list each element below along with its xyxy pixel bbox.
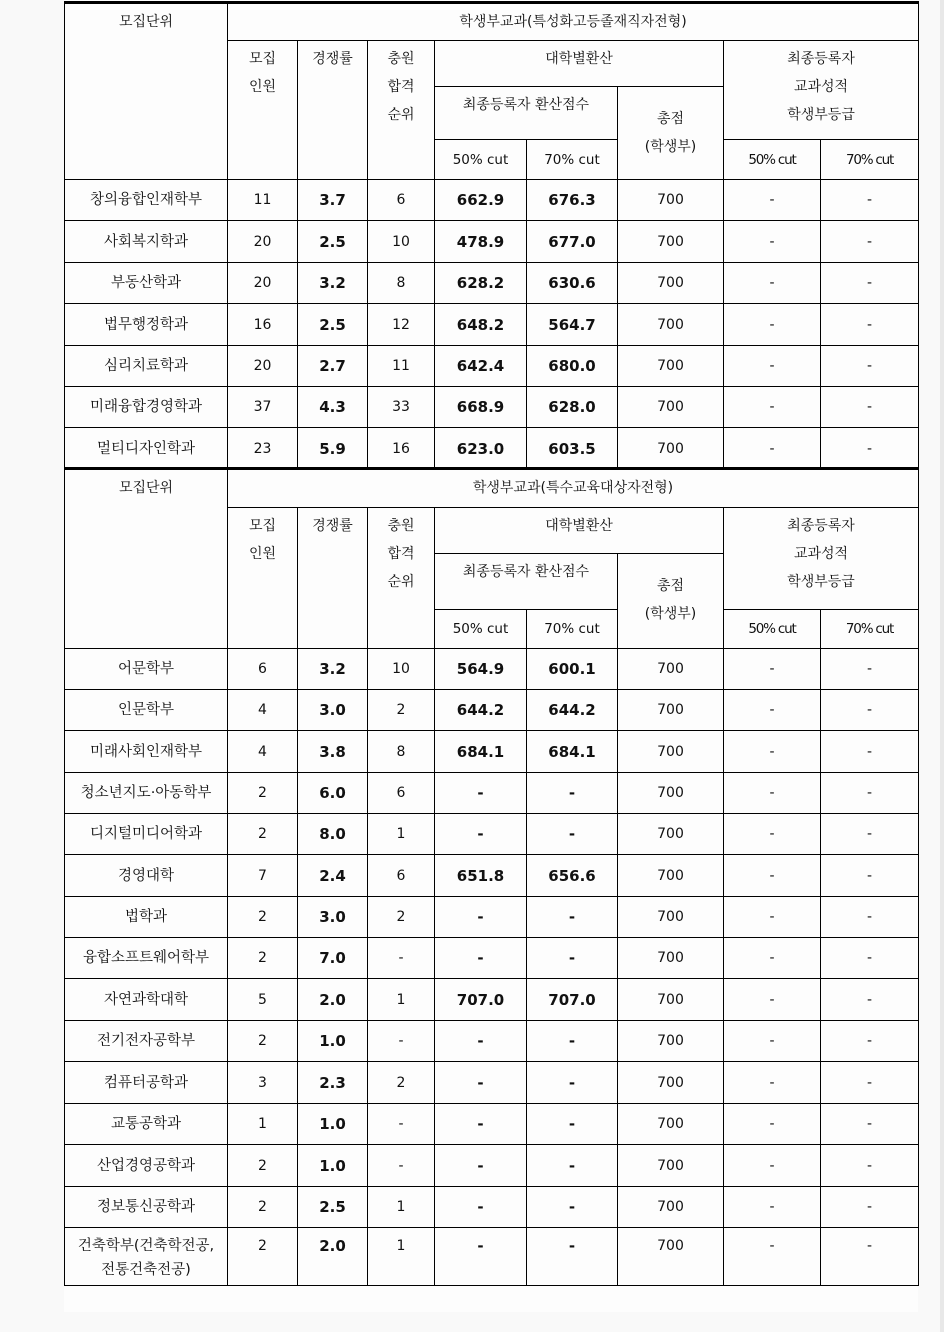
competition-rate: 1.0 bbox=[298, 1104, 368, 1145]
recruit-count: 7 bbox=[228, 855, 298, 897]
grade-cut70: - bbox=[821, 1062, 919, 1104]
waitlist-rank: 1 bbox=[368, 979, 435, 1021]
grade-cut50: - bbox=[724, 1228, 821, 1286]
header-recruit: 모집 인원 bbox=[228, 41, 298, 180]
grade-cut70: - bbox=[821, 1187, 919, 1228]
score-cut70: - bbox=[527, 1104, 618, 1145]
waitlist-rank: 10 bbox=[368, 221, 435, 263]
dept-name: 법무행정학과 bbox=[65, 304, 228, 346]
competition-rate: 7.0 bbox=[298, 938, 368, 979]
grade-cut50: - bbox=[724, 387, 821, 428]
grade-cut70: - bbox=[821, 938, 919, 979]
recruit-count: 1 bbox=[228, 1104, 298, 1145]
table-row bbox=[65, 221, 919, 263]
total-score: 700 bbox=[618, 1228, 724, 1286]
table-row bbox=[65, 814, 919, 855]
dept-name: 멀티디자인학과 bbox=[65, 428, 228, 470]
competition-rate: 3.0 bbox=[298, 690, 368, 731]
score-cut70: 677.0 bbox=[527, 221, 618, 263]
score-cut70: 564.7 bbox=[527, 304, 618, 346]
table-row bbox=[65, 346, 919, 387]
total-score: 700 bbox=[618, 304, 724, 346]
score-cut70: 628.0 bbox=[527, 387, 618, 428]
dept-name: 자연과학대학 bbox=[65, 979, 228, 1021]
recruit-count: 3 bbox=[228, 1062, 298, 1104]
table-row bbox=[65, 938, 919, 979]
score-cut70: - bbox=[527, 1228, 618, 1286]
recruit-count: 2 bbox=[228, 897, 298, 938]
total-score: 700 bbox=[618, 938, 724, 979]
table-row bbox=[65, 428, 919, 470]
total-score: 700 bbox=[618, 814, 724, 855]
competition-rate: 1.0 bbox=[298, 1021, 368, 1062]
dept-name: 융합소프트웨어학부 bbox=[65, 938, 228, 979]
table-row bbox=[65, 690, 919, 731]
grade-cut50: - bbox=[724, 1021, 821, 1062]
score-cut50: 644.2 bbox=[435, 690, 527, 731]
score-cut50: 668.9 bbox=[435, 387, 527, 428]
score-cut70: - bbox=[527, 814, 618, 855]
waitlist-rank: 11 bbox=[368, 346, 435, 387]
score-cut50: 684.1 bbox=[435, 731, 527, 773]
total-score: 700 bbox=[618, 897, 724, 938]
recruit-count: 5 bbox=[228, 979, 298, 1021]
grade-cut70: - bbox=[821, 814, 919, 855]
dept-name: 사회복지학과 bbox=[65, 221, 228, 263]
dept-name: 부동산학과 bbox=[65, 263, 228, 304]
grade-cut50: - bbox=[724, 1145, 821, 1187]
score-cut70: - bbox=[527, 1021, 618, 1062]
header-cut70: 70% cut bbox=[527, 610, 618, 649]
dept-name: 창의융합인재학부 bbox=[65, 180, 228, 221]
score-cut50: 662.9 bbox=[435, 180, 527, 221]
recruit-count: 37 bbox=[228, 387, 298, 428]
total-score: 700 bbox=[618, 773, 724, 814]
score-cut70: 603.5 bbox=[527, 428, 618, 470]
grade-cut70: - bbox=[821, 649, 919, 690]
score-cut50: - bbox=[435, 773, 527, 814]
grade-cut50: - bbox=[724, 731, 821, 773]
table-row bbox=[65, 897, 919, 938]
table-row bbox=[65, 387, 919, 428]
table-row bbox=[65, 1187, 919, 1228]
header-competition: 경쟁률 bbox=[298, 508, 368, 649]
table-row bbox=[65, 180, 919, 221]
table-row bbox=[65, 1228, 919, 1286]
header-final-grades: 최종등록자 교과성적 학생부등급 bbox=[724, 41, 919, 140]
recruit-count: 20 bbox=[228, 346, 298, 387]
dept-name: 심리치료학과 bbox=[65, 346, 228, 387]
grade-cut50: - bbox=[724, 180, 821, 221]
header-univ-conversion: 대학별환산 bbox=[435, 41, 724, 87]
waitlist-rank: 1 bbox=[368, 1187, 435, 1228]
grade-cut50: - bbox=[724, 428, 821, 470]
table-row bbox=[65, 979, 919, 1021]
recruit-count: 11 bbox=[228, 180, 298, 221]
score-cut70: 644.2 bbox=[527, 690, 618, 731]
waitlist-rank: 2 bbox=[368, 1062, 435, 1104]
grade-cut50: - bbox=[724, 263, 821, 304]
waitlist-rank: 8 bbox=[368, 263, 435, 304]
score-cut70: 680.0 bbox=[527, 346, 618, 387]
header-final-converted: 최종등록자 환산점수 bbox=[435, 87, 618, 140]
score-cut50: - bbox=[435, 938, 527, 979]
waitlist-rank: 2 bbox=[368, 690, 435, 731]
grade-cut50: - bbox=[724, 855, 821, 897]
score-cut50: - bbox=[435, 1187, 527, 1228]
recruit-count: 20 bbox=[228, 221, 298, 263]
total-score: 700 bbox=[618, 731, 724, 773]
total-score: 700 bbox=[618, 1062, 724, 1104]
score-cut50: - bbox=[435, 1104, 527, 1145]
competition-rate: 2.5 bbox=[298, 304, 368, 346]
waitlist-rank: 33 bbox=[368, 387, 435, 428]
grade-cut50: - bbox=[724, 1062, 821, 1104]
total-score: 700 bbox=[618, 1021, 724, 1062]
dept-name: 정보통신공학과 bbox=[65, 1187, 228, 1228]
recruit-count: 2 bbox=[228, 1021, 298, 1062]
grade-cut70: - bbox=[821, 221, 919, 263]
competition-rate: 3.7 bbox=[298, 180, 368, 221]
waitlist-rank: - bbox=[368, 1145, 435, 1187]
dept-name: 인문학부 bbox=[65, 690, 228, 731]
dept-name: 디지털미디어학과 bbox=[65, 814, 228, 855]
score-cut50: 651.8 bbox=[435, 855, 527, 897]
scrollbar-track[interactable] bbox=[940, 0, 944, 1332]
waitlist-rank: - bbox=[368, 1104, 435, 1145]
grade-cut50: - bbox=[724, 773, 821, 814]
waitlist-rank: - bbox=[368, 938, 435, 979]
table-row bbox=[65, 649, 919, 690]
table-row bbox=[65, 731, 919, 773]
recruit-count: 2 bbox=[228, 1145, 298, 1187]
waitlist-rank: 1 bbox=[368, 1228, 435, 1286]
header-waitlist: 충원 합격 순위 bbox=[368, 508, 435, 649]
dept-name: 전기전자공학부 bbox=[65, 1021, 228, 1062]
table-row bbox=[65, 855, 919, 897]
total-score: 700 bbox=[618, 649, 724, 690]
competition-rate: 3.2 bbox=[298, 649, 368, 690]
grade-cut50: - bbox=[724, 649, 821, 690]
header-grade-cut70: 70% cut bbox=[821, 140, 919, 180]
recruit-count: 2 bbox=[228, 1187, 298, 1228]
grade-cut70: - bbox=[821, 1021, 919, 1062]
recruit-count: 2 bbox=[228, 938, 298, 979]
header-total: 총점 (학생부) bbox=[618, 87, 724, 180]
grade-cut70: - bbox=[821, 428, 919, 470]
grade-cut70: - bbox=[821, 387, 919, 428]
total-score: 700 bbox=[618, 979, 724, 1021]
grade-cut50: - bbox=[724, 1104, 821, 1145]
header-waitlist: 충원 합격 순위 bbox=[368, 41, 435, 180]
score-cut70: - bbox=[527, 773, 618, 814]
waitlist-rank: 6 bbox=[368, 180, 435, 221]
score-cut50: - bbox=[435, 1021, 527, 1062]
dept-name: 미래융합경영학과 bbox=[65, 387, 228, 428]
header-final-converted: 최종등록자 환산점수 bbox=[435, 554, 618, 610]
waitlist-rank: 12 bbox=[368, 304, 435, 346]
competition-rate: 2.4 bbox=[298, 855, 368, 897]
dept-name: 산업경영공학과 bbox=[65, 1145, 228, 1187]
waitlist-rank: - bbox=[368, 1021, 435, 1062]
score-cut70: 676.3 bbox=[527, 180, 618, 221]
score-cut50: - bbox=[435, 897, 527, 938]
dept-name: 교통공학과 bbox=[65, 1104, 228, 1145]
score-cut70: 630.6 bbox=[527, 263, 618, 304]
grade-cut50: - bbox=[724, 897, 821, 938]
score-cut50: 478.9 bbox=[435, 221, 527, 263]
waitlist-rank: 16 bbox=[368, 428, 435, 470]
table-row bbox=[65, 1062, 919, 1104]
competition-rate: 3.0 bbox=[298, 897, 368, 938]
score-cut70: - bbox=[527, 897, 618, 938]
header-final-grades: 최종등록자 교과성적 학생부등급 bbox=[724, 508, 919, 610]
score-cut70: - bbox=[527, 1062, 618, 1104]
grade-cut70: - bbox=[821, 731, 919, 773]
dept-name: 컴퓨터공학과 bbox=[65, 1062, 228, 1104]
waitlist-rank: 8 bbox=[368, 731, 435, 773]
competition-rate: 8.0 bbox=[298, 814, 368, 855]
grade-cut50: - bbox=[724, 690, 821, 731]
grade-cut70: - bbox=[821, 897, 919, 938]
table-row bbox=[65, 1145, 919, 1187]
score-cut50: - bbox=[435, 814, 527, 855]
dept-name: 법학과 bbox=[65, 897, 228, 938]
header-grade-cut50: 50% cut bbox=[724, 140, 821, 180]
grade-cut50: - bbox=[724, 304, 821, 346]
score-cut50: 623.0 bbox=[435, 428, 527, 470]
grade-cut70: - bbox=[821, 773, 919, 814]
score-cut70: 684.1 bbox=[527, 731, 618, 773]
header-cut50: 50% cut bbox=[435, 140, 527, 180]
grade-cut50: - bbox=[724, 979, 821, 1021]
grade-cut50: - bbox=[724, 1187, 821, 1228]
competition-rate: 1.0 bbox=[298, 1145, 368, 1187]
header-unit: 모집단위 bbox=[65, 469, 228, 649]
waitlist-rank: 2 bbox=[368, 897, 435, 938]
document-page bbox=[64, 0, 918, 1312]
admission-table-special-education bbox=[64, 467, 919, 1286]
total-score: 700 bbox=[618, 387, 724, 428]
grade-cut70: - bbox=[821, 1104, 919, 1145]
competition-rate: 3.8 bbox=[298, 731, 368, 773]
grade-cut70: - bbox=[821, 690, 919, 731]
header-cut70: 70% cut bbox=[527, 140, 618, 180]
competition-rate: 2.7 bbox=[298, 346, 368, 387]
score-cut50: - bbox=[435, 1145, 527, 1187]
header-competition: 경쟁률 bbox=[298, 41, 368, 180]
score-cut70: - bbox=[527, 938, 618, 979]
total-score: 700 bbox=[618, 1104, 724, 1145]
recruit-count: 2 bbox=[228, 814, 298, 855]
competition-rate: 4.3 bbox=[298, 387, 368, 428]
dept-name: 경영대학 bbox=[65, 855, 228, 897]
score-cut50: 707.0 bbox=[435, 979, 527, 1021]
recruit-count: 16 bbox=[228, 304, 298, 346]
grade-cut70: - bbox=[821, 346, 919, 387]
waitlist-rank: 1 bbox=[368, 814, 435, 855]
grade-cut50: - bbox=[724, 221, 821, 263]
total-score: 700 bbox=[618, 855, 724, 897]
header-total: 총점 (학생부) bbox=[618, 554, 724, 649]
dept-name: 어문학부 bbox=[65, 649, 228, 690]
score-cut70: 707.0 bbox=[527, 979, 618, 1021]
score-cut70: 600.1 bbox=[527, 649, 618, 690]
grade-cut70: - bbox=[821, 855, 919, 897]
recruit-count: 6 bbox=[228, 649, 298, 690]
header-track: 학생부교과(특성화고등졸재직자전형) bbox=[228, 3, 919, 41]
grade-cut70: - bbox=[821, 263, 919, 304]
grade-cut50: - bbox=[724, 938, 821, 979]
header-recruit: 모집 인원 bbox=[228, 508, 298, 649]
grade-cut70: - bbox=[821, 1228, 919, 1286]
grade-cut70: - bbox=[821, 1145, 919, 1187]
score-cut50: - bbox=[435, 1062, 527, 1104]
competition-rate: 2.5 bbox=[298, 221, 368, 263]
total-score: 700 bbox=[618, 263, 724, 304]
table-row bbox=[65, 1021, 919, 1062]
competition-rate: 2.0 bbox=[298, 1228, 368, 1286]
admission-table-specialized-highschool bbox=[64, 1, 919, 470]
recruit-count: 23 bbox=[228, 428, 298, 470]
score-cut50: 642.4 bbox=[435, 346, 527, 387]
grade-cut70: - bbox=[821, 979, 919, 1021]
competition-rate: 3.2 bbox=[298, 263, 368, 304]
score-cut70: - bbox=[527, 1187, 618, 1228]
total-score: 700 bbox=[618, 346, 724, 387]
recruit-count: 2 bbox=[228, 773, 298, 814]
total-score: 700 bbox=[618, 180, 724, 221]
table-row bbox=[65, 263, 919, 304]
competition-rate: 2.3 bbox=[298, 1062, 368, 1104]
waitlist-rank: 6 bbox=[368, 773, 435, 814]
score-cut50: - bbox=[435, 1228, 527, 1286]
score-cut50: 628.2 bbox=[435, 263, 527, 304]
grade-cut50: - bbox=[724, 814, 821, 855]
waitlist-rank: 6 bbox=[368, 855, 435, 897]
competition-rate: 2.5 bbox=[298, 1187, 368, 1228]
recruit-count: 2 bbox=[228, 1228, 298, 1286]
competition-rate: 2.0 bbox=[298, 979, 368, 1021]
score-cut50: 648.2 bbox=[435, 304, 527, 346]
total-score: 700 bbox=[618, 1187, 724, 1228]
header-track: 학생부교과(특수교육대상자전형) bbox=[228, 469, 919, 508]
total-score: 700 bbox=[618, 221, 724, 263]
total-score: 700 bbox=[618, 690, 724, 731]
score-cut70: 656.6 bbox=[527, 855, 618, 897]
competition-rate: 6.0 bbox=[298, 773, 368, 814]
competition-rate: 5.9 bbox=[298, 428, 368, 470]
dept-name: 미래사회인재학부 bbox=[65, 731, 228, 773]
total-score: 700 bbox=[618, 428, 724, 470]
table-row bbox=[65, 773, 919, 814]
score-cut70: - bbox=[527, 1145, 618, 1187]
dept-name: 건축학부(건축학전공, 전통건축전공) bbox=[65, 1228, 228, 1286]
header-univ-conversion: 대학별환산 bbox=[435, 508, 724, 554]
total-score: 700 bbox=[618, 1145, 724, 1187]
recruit-count: 4 bbox=[228, 690, 298, 731]
header-unit: 모집단위 bbox=[65, 3, 228, 180]
recruit-count: 20 bbox=[228, 263, 298, 304]
grade-cut50: - bbox=[724, 346, 821, 387]
grade-cut70: - bbox=[821, 180, 919, 221]
grade-cut70: - bbox=[821, 304, 919, 346]
header-grade-cut50: 50% cut bbox=[724, 610, 821, 649]
header-grade-cut70: 70% cut bbox=[821, 610, 919, 649]
header-cut50: 50% cut bbox=[435, 610, 527, 649]
dept-name: 청소년지도·아동학부 bbox=[65, 773, 228, 814]
score-cut50: 564.9 bbox=[435, 649, 527, 690]
table-row bbox=[65, 1104, 919, 1145]
waitlist-rank: 10 bbox=[368, 649, 435, 690]
table-row bbox=[65, 304, 919, 346]
recruit-count: 4 bbox=[228, 731, 298, 773]
